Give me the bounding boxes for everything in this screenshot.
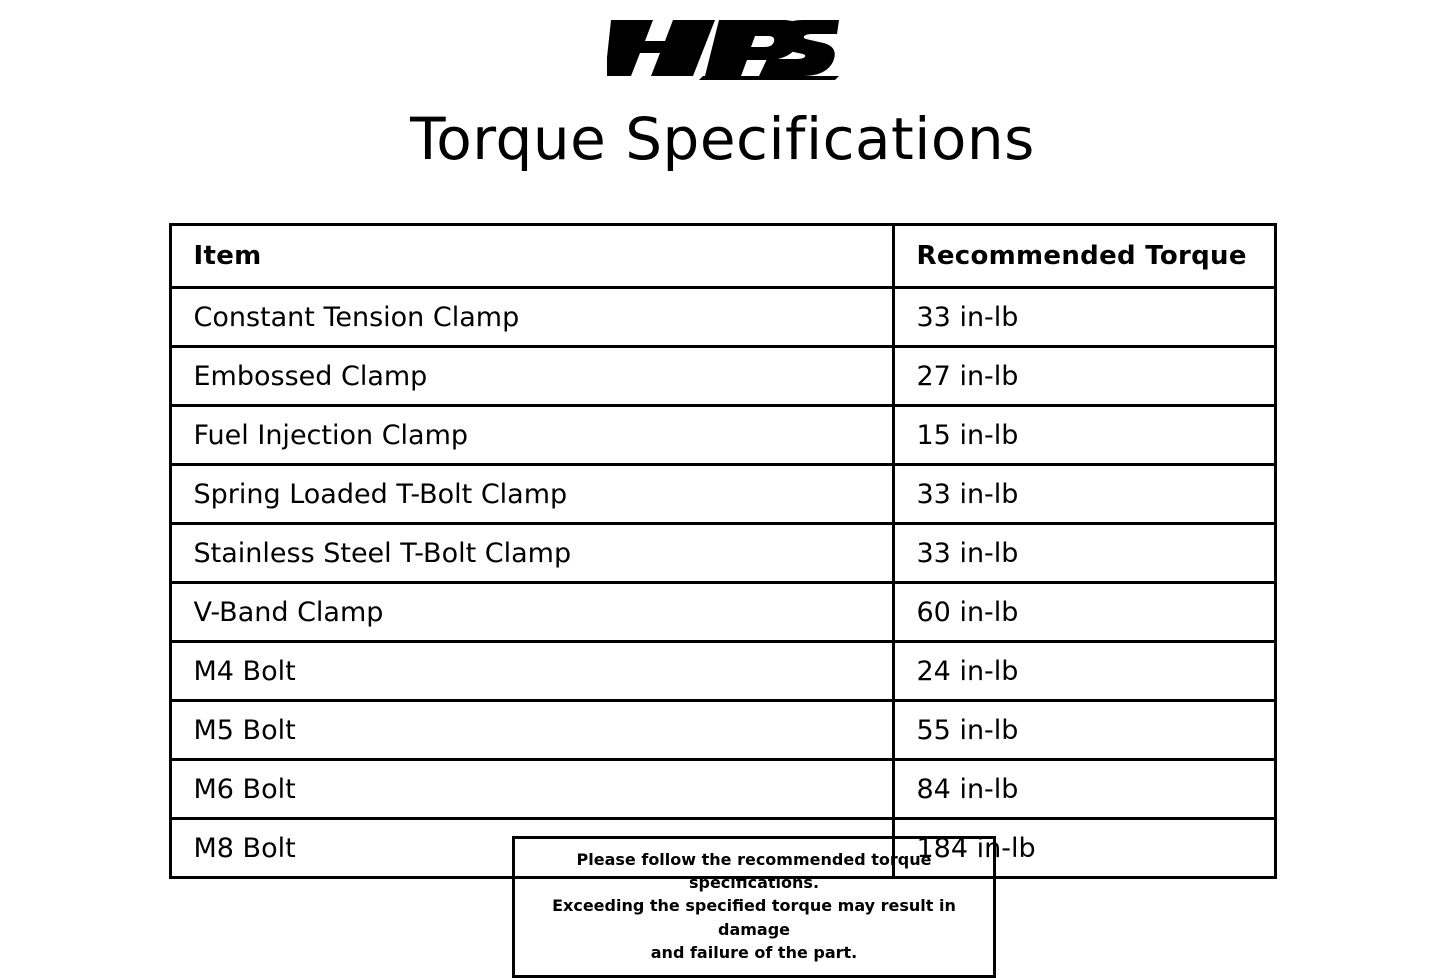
- table-row: [170, 701, 1275, 760]
- table-row: [170, 524, 1275, 583]
- column-header-recommended-torque: Recommended Torque: [893, 225, 1275, 288]
- torque-specifications-table: [169, 223, 1277, 879]
- column-header-item: Item: [170, 225, 893, 288]
- cell-torque: 33 in-lb: [893, 524, 1275, 583]
- cell-torque: 33 in-lb: [893, 465, 1275, 524]
- table-header-row: [170, 225, 1275, 288]
- cell-torque: 84 in-lb: [893, 760, 1275, 819]
- cell-torque: 184 in-lb: [893, 819, 1275, 878]
- table-row: [170, 347, 1275, 406]
- cell-item: M8 Bolt: [170, 819, 893, 878]
- cell-item: Embossed Clamp: [170, 347, 893, 406]
- note-line-3: and failure of the part.: [650, 942, 858, 962]
- table-row: [170, 760, 1275, 819]
- table-row: [170, 583, 1275, 642]
- cell-item: M6 Bolt: [170, 760, 893, 819]
- cell-torque: 15 in-lb: [893, 406, 1275, 465]
- note-line-2: Exceeding the specified torque may result in damage: [552, 896, 956, 939]
- cell-torque: 24 in-lb: [893, 642, 1275, 701]
- cell-torque: 60 in-lb: [893, 583, 1275, 642]
- cell-item: M5 Bolt: [170, 701, 893, 760]
- cell-item: Fuel Injection Clamp: [170, 406, 893, 465]
- table-row: [170, 288, 1275, 347]
- note-line-1: Please follow the recommended torque specifications.: [576, 850, 932, 893]
- cell-item: Spring Loaded T-Bolt Clamp: [170, 465, 893, 524]
- logo-container: [0, 0, 1445, 80]
- cell-torque: 33 in-lb: [893, 288, 1275, 347]
- page-title: Torque Specifications: [410, 105, 1035, 173]
- table-row: [170, 642, 1275, 701]
- cell-item: Constant Tension Clamp: [170, 288, 893, 347]
- table-row: [170, 406, 1275, 465]
- cell-torque: 27 in-lb: [893, 347, 1275, 406]
- cell-item: V-Band Clamp: [170, 583, 893, 642]
- cell-torque: 55 in-lb: [893, 701, 1275, 760]
- table-row: [170, 465, 1275, 524]
- torque-table-container: [169, 223, 1277, 879]
- warning-note-box: [512, 836, 996, 978]
- hps-logo-icon: [607, 14, 839, 80]
- cell-item: M4 Bolt: [170, 642, 893, 701]
- cell-item: Stainless Steel T-Bolt Clamp: [170, 524, 893, 583]
